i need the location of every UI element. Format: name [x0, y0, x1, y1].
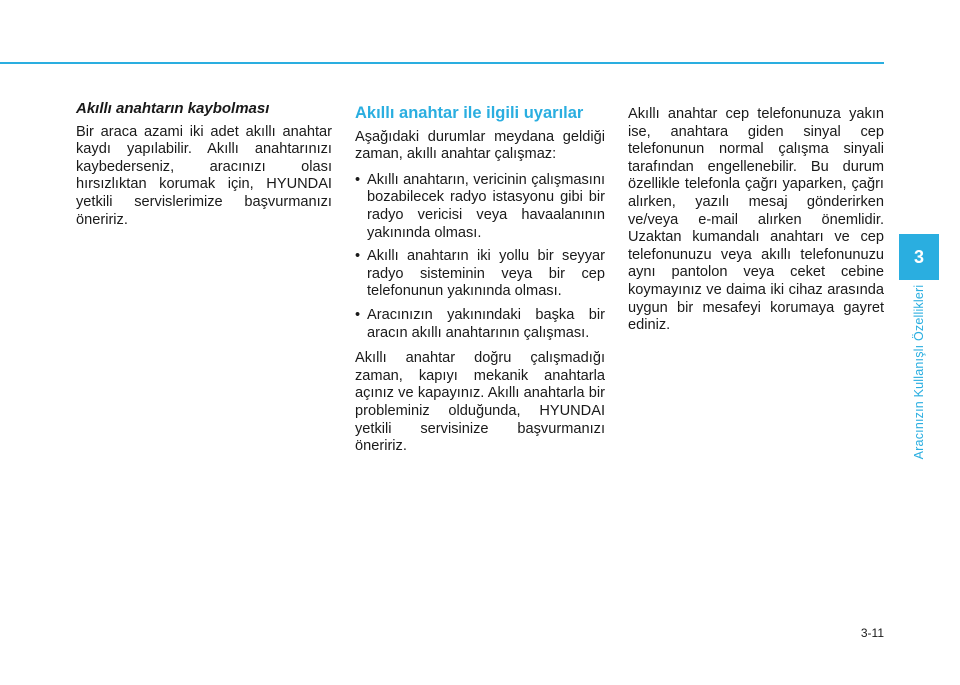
header-rule	[0, 62, 884, 64]
lost-key-paragraph: Bir araca azami iki adet akıllı anahtar kaydı yapılabilir. Akıllı anahtarınızı kaybederseniz, aracınızı olası hırsızlıktan korumak için, HYUNDAI yetkili servislerimize başvurmanızı öneririz.	[76, 123, 332, 228]
bullet-icon: •	[355, 248, 361, 265]
bullet-icon: •	[355, 306, 361, 323]
warnings-paragraph: Akıllı anahtar doğru çalışmadığı zaman, kapıyı mekanik anahtarla açınız ve kapayınız. Akıllı anahtarla bir probleminiz olduğunda, HYUNDAI yetkili servisinize başvurmanızı öneririz.	[355, 350, 605, 455]
column-1	[76, 100, 332, 237]
chapter-tab: 3	[899, 234, 939, 280]
chapter-title-wrap	[899, 284, 939, 460]
warnings-intro: Aşağıdaki durumlar meydana geldiği zaman, akıllı anahtar çalışmaz:	[355, 128, 605, 163]
warnings-list	[355, 172, 605, 342]
chapter-title: Aracınızın Kullanışlı Özellikleri	[912, 284, 926, 460]
section-heading-warnings: Akıllı anahtar ile ilgili uyarılar	[355, 104, 584, 122]
column-2	[355, 100, 605, 464]
column-3	[628, 106, 884, 343]
phone-interference-paragraph: Akıllı anahtar cep telefonunuza yakın ise, anahtara giden sinyal cep telefonunun normal çalışma sinyali tarafından engellenebilir. Bu durum özellikle telefonla çağrı yaparken, çağrı alırken, yazılı mesaj gönderirken ve/veya e-mail alırken önemlidir. Uzaktan kumandalı anahtarı ve cep telefonunuzu veya akıllı telefonunuzu aynı pantolon veya ceket cebine koymayınız ve daima iki cihaz arasında uygun bir mesafeyi korumaya gayret ediniz.	[628, 106, 884, 334]
list-item: • Akıllı anahtarın iki yollu bir seyyar radyo sisteminin veya bir cep telefonunun yakınında olması.	[355, 248, 605, 300]
list-item: • Akıllı anahtarın, vericinin çalışmasını bozabilecek radyo istasyonu gibi bir radyo vericisi veya havaalanının yakınında olması.	[355, 171, 605, 241]
page-number: 3-11	[860, 626, 884, 640]
bullet-icon: •	[355, 171, 361, 188]
list-item: • Aracınızın yakınındaki başka bir aracın akıllı anahtarının çalışması.	[355, 306, 605, 341]
section-heading-lost-key: Akıllı anahtarın kaybolması	[76, 100, 270, 117]
